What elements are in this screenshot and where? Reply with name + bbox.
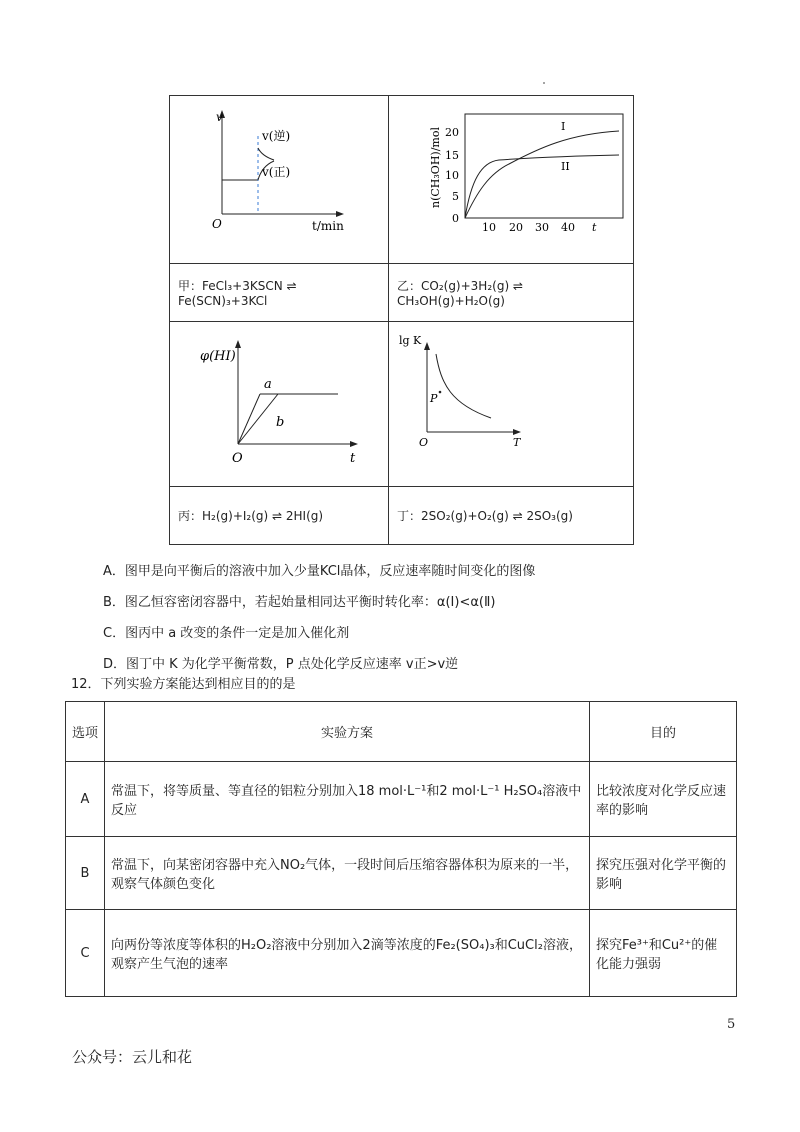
ding-p: P bbox=[430, 392, 438, 405]
option-c: C．图丙中 a 改变的条件一定是加入催化剂 bbox=[103, 626, 350, 641]
yi-curve-II: II bbox=[561, 160, 570, 173]
graph-jia-cell bbox=[170, 96, 389, 264]
jia-origin: O bbox=[212, 217, 222, 231]
jia-v-reverse: v(逆) bbox=[262, 129, 291, 143]
yi-ytick-20: 20 bbox=[445, 126, 459, 139]
row-a-goal: 比较浓度对化学反应速率的影响 bbox=[590, 762, 737, 837]
row-b-goal: 探究压强对化学平衡的影响 bbox=[590, 837, 737, 910]
jia-v-forward: v(正) bbox=[262, 165, 291, 179]
row-a-option: A bbox=[66, 762, 105, 837]
experiment-table bbox=[65, 701, 737, 997]
page-number: 5 bbox=[727, 1017, 736, 1032]
header-option: 选项 bbox=[66, 702, 105, 762]
table-row bbox=[66, 762, 737, 837]
row-b-plan: 常温下，向某密闭容器中充入NO₂气体，一段时间后压缩容器体积为原来的一半，观察气体颜色变化 bbox=[105, 837, 590, 910]
ding-p-point bbox=[439, 391, 442, 394]
equation-bing: 丙：H₂(g)+I₂(g) ⇌ 2HI(g) bbox=[170, 487, 389, 545]
graph-ding-cell bbox=[389, 322, 634, 487]
graph-bing bbox=[170, 322, 388, 482]
graph-ding bbox=[389, 322, 633, 482]
bing-a: a bbox=[264, 377, 272, 392]
options-list bbox=[103, 556, 535, 680]
yi-xtick-20: 20 bbox=[509, 221, 523, 234]
footer-text: 公众号：云儿和花 bbox=[72, 1048, 193, 1066]
ding-t: T bbox=[513, 436, 521, 449]
row-c-option: C bbox=[66, 910, 105, 997]
row-c-plan: 向两份等浓度等体积的H₂O₂溶液中分别加入2滴等浓度的Fe₂(SO₄)₃和CuCl₂溶液，观察产生气泡的速率 bbox=[105, 910, 590, 997]
yi-xtick-30: 30 bbox=[535, 221, 549, 234]
ding-ylabel: lg K bbox=[399, 334, 422, 347]
equation-ding: 丁：2SO₂(g)+O₂(g) ⇌ 2SO₃(g) bbox=[389, 487, 634, 545]
graph-bing-cell bbox=[170, 322, 389, 487]
question-12: 12．下列实验方案能达到相应目的的是 bbox=[71, 677, 296, 692]
row-c-goal: 探究Fe³⁺和Cu²⁺的催化能力强弱 bbox=[590, 910, 737, 997]
table-row bbox=[66, 837, 737, 910]
option-a: A．图甲是向平衡后的溶液中加入少量KCl晶体，反应速率随时间变化的图像 bbox=[103, 564, 536, 579]
equation-yi: 乙：CO₂(g)+3H₂(g) ⇌ CH₃OH(g)+H₂O(g) bbox=[389, 264, 634, 322]
bing-b: b bbox=[276, 415, 285, 430]
ding-origin: O bbox=[419, 436, 429, 449]
header-plan: 实验方案 bbox=[105, 702, 590, 762]
stray-dot bbox=[543, 82, 545, 84]
row-a-plan: 常温下，将等质量、等直径的铝粒分别加入18 mol·L⁻¹和2 mol·L⁻¹ H₂SO₄溶液中反应 bbox=[105, 762, 590, 837]
table-row bbox=[66, 910, 737, 997]
figure-grid bbox=[169, 95, 634, 545]
yi-curve-I: I bbox=[561, 120, 566, 133]
yi-ytick-10: 10 bbox=[445, 169, 459, 182]
graph-yi-cell bbox=[389, 96, 634, 264]
option-b: B．图乙恒容密闭容器中，若起始量相同达平衡时转化率：α(Ⅰ)<α(Ⅱ) bbox=[103, 595, 496, 610]
header-goal: 目的 bbox=[590, 702, 737, 762]
row-b-option: B bbox=[66, 837, 105, 910]
yi-xtick-t: t bbox=[592, 221, 597, 234]
bing-ylabel: φ(HI) bbox=[200, 349, 236, 364]
yi-ytick-15: 15 bbox=[445, 149, 459, 162]
yi-xtick-40: 40 bbox=[561, 221, 575, 234]
bing-origin: O bbox=[232, 451, 243, 466]
graph-yi bbox=[389, 96, 633, 259]
equation-jia: 甲：FeCl₃+3KSCN ⇌ Fe(SCN)₃+3KCl bbox=[170, 264, 389, 322]
yi-xtick-10: 10 bbox=[482, 221, 496, 234]
bing-t: t bbox=[350, 451, 356, 466]
graph-jia bbox=[170, 96, 388, 259]
yi-ytick-0: 0 bbox=[452, 212, 459, 225]
yi-ytick-5: 5 bbox=[452, 190, 459, 203]
yi-ylabel: n(CH₃OH)/mol bbox=[429, 127, 442, 208]
option-d: D．图丁中 K 为化学平衡常数，P 点处化学反应速率 v正>v逆 bbox=[103, 657, 459, 672]
jia-t: t/min bbox=[312, 219, 344, 233]
jia-v: v bbox=[216, 110, 223, 124]
